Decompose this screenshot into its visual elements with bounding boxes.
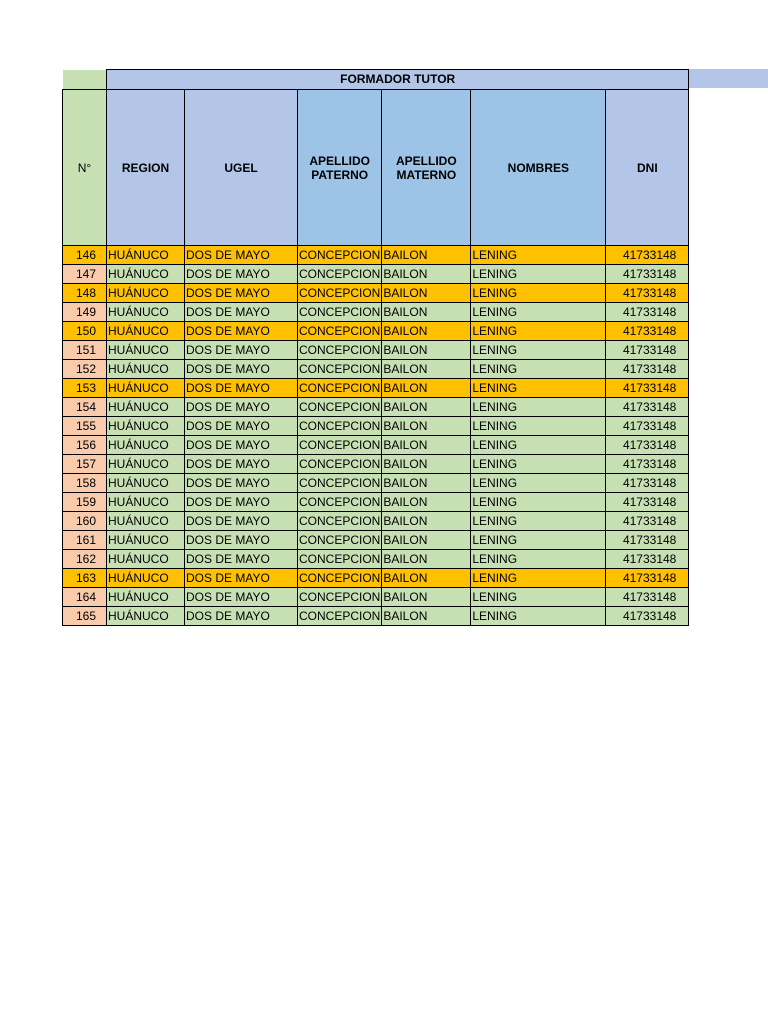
cell-region[interactable]: HUÁNUCO	[107, 455, 185, 474]
cell-dni[interactable]: 41733148	[606, 360, 689, 379]
cell-number[interactable]: 152	[63, 360, 107, 379]
cell-region[interactable]: HUÁNUCO	[107, 493, 185, 512]
cell-nombres[interactable]: LENING	[471, 398, 606, 417]
cell-nombres[interactable]: LENING	[471, 455, 606, 474]
cell-region[interactable]: HUÁNUCO	[107, 474, 185, 493]
cell-number[interactable]: 155	[63, 417, 107, 436]
cell-dni[interactable]: 41733148	[606, 246, 689, 265]
cell-region[interactable]: HUÁNUCO	[107, 265, 185, 284]
cell-apellido-materno[interactable]: BAILON	[382, 455, 471, 474]
cell-apellido-paterno[interactable]: CONCEPCION	[298, 569, 382, 588]
cell-apellido-materno[interactable]: BAILON	[382, 303, 471, 322]
cell-apellido-paterno[interactable]: CONCEPCION	[298, 493, 382, 512]
column-header-apellido-paterno[interactable]: APELLIDO PATERNO	[298, 90, 382, 246]
cell-region[interactable]: HUÁNUCO	[107, 379, 185, 398]
cell-number[interactable]: 165	[63, 607, 107, 626]
cell-number[interactable]: 161	[63, 531, 107, 550]
cell-dni[interactable]: 41733148	[606, 531, 689, 550]
cell-apellido-paterno[interactable]: CONCEPCION	[298, 341, 382, 360]
cell-number[interactable]: 158	[63, 474, 107, 493]
cell-apellido-materno[interactable]: BAILON	[382, 531, 471, 550]
cell-ugel[interactable]: DOS DE MAYO	[185, 360, 298, 379]
table-row	[63, 531, 689, 550]
column-header-nombres[interactable]: NOMBRES	[471, 90, 606, 246]
cell-apellido-paterno[interactable]: CONCEPCION	[298, 398, 382, 417]
cell-dni[interactable]: 41733148	[606, 322, 689, 341]
cell-apellido-materno[interactable]: BAILON	[382, 550, 471, 569]
cell-nombres[interactable]: LENING	[471, 341, 606, 360]
cell-apellido-materno[interactable]: BAILON	[382, 493, 471, 512]
cell-ugel[interactable]: DOS DE MAYO	[185, 607, 298, 626]
cell-dni[interactable]: 41733148	[606, 436, 689, 455]
cell-ugel[interactable]: DOS DE MAYO	[185, 493, 298, 512]
cell-ugel[interactable]: DOS DE MAYO	[185, 417, 298, 436]
cell-ugel[interactable]: DOS DE MAYO	[185, 379, 298, 398]
cell-nombres[interactable]: LENING	[471, 322, 606, 341]
cell-ugel[interactable]: DOS DE MAYO	[185, 303, 298, 322]
cell-apellido-paterno[interactable]: CONCEPCION	[298, 265, 382, 284]
cell-ugel[interactable]: DOS DE MAYO	[185, 398, 298, 417]
cell-number[interactable]: 147	[63, 265, 107, 284]
table-row	[63, 569, 689, 588]
table-row	[63, 379, 689, 398]
cell-number[interactable]: 162	[63, 550, 107, 569]
cell-ugel[interactable]: DOS DE MAYO	[185, 531, 298, 550]
cell-dni[interactable]: 41733148	[606, 417, 689, 436]
cell-apellido-paterno[interactable]: CONCEPCION	[298, 246, 382, 265]
table-row	[63, 303, 689, 322]
cell-number[interactable]: 153	[63, 379, 107, 398]
cell-nombres[interactable]: LENING	[471, 417, 606, 436]
cell-dni[interactable]: 41733148	[606, 379, 689, 398]
cell-nombres[interactable]: LENING	[471, 284, 606, 303]
cell-number[interactable]: 156	[63, 436, 107, 455]
cell-ugel[interactable]: DOS DE MAYO	[185, 569, 298, 588]
cell-apellido-paterno[interactable]: CONCEPCION	[298, 588, 382, 607]
table-row	[63, 360, 689, 379]
spreadsheet	[62, 69, 689, 626]
cell-apellido-paterno[interactable]: CONCEPCION	[298, 550, 382, 569]
cell-nombres[interactable]: LENING	[471, 493, 606, 512]
table-row	[63, 322, 689, 341]
cell-number[interactable]: 146	[63, 246, 107, 265]
table-row	[63, 341, 689, 360]
cell-number[interactable]: 154	[63, 398, 107, 417]
cell-ugel[interactable]: DOS DE MAYO	[185, 246, 298, 265]
table-row	[63, 474, 689, 493]
cell-apellido-paterno[interactable]: CONCEPCION	[298, 303, 382, 322]
column-header-region[interactable]: REGION	[107, 90, 185, 246]
cell-dni[interactable]: 41733148	[606, 265, 689, 284]
table-row	[63, 550, 689, 569]
cell-ugel[interactable]: DOS DE MAYO	[185, 455, 298, 474]
cell-apellido-paterno[interactable]: CONCEPCION	[298, 417, 382, 436]
cell-ugel[interactable]: DOS DE MAYO	[185, 474, 298, 493]
cell-number[interactable]: 159	[63, 493, 107, 512]
cell-dni[interactable]: 41733148	[606, 569, 689, 588]
table-row	[63, 398, 689, 417]
cell-apellido-materno[interactable]: BAILON	[382, 246, 471, 265]
cell-nombres[interactable]: LENING	[471, 379, 606, 398]
cell-dni[interactable]: 41733148	[606, 588, 689, 607]
cell-region[interactable]: HUÁNUCO	[107, 588, 185, 607]
cell-number[interactable]: 164	[63, 588, 107, 607]
cell-apellido-paterno[interactable]: CONCEPCION	[298, 512, 382, 531]
cell-apellido-paterno[interactable]: CONCEPCION	[298, 284, 382, 303]
cell-region[interactable]: HUÁNUCO	[107, 569, 185, 588]
cell-dni[interactable]: 41733148	[606, 398, 689, 417]
cell-region[interactable]: HUÁNUCO	[107, 284, 185, 303]
cell-apellido-paterno[interactable]: CONCEPCION	[298, 436, 382, 455]
cell-region[interactable]: HUÁNUCO	[107, 322, 185, 341]
cell-number[interactable]: 163	[63, 569, 107, 588]
cell-region[interactable]: HUÁNUCO	[107, 607, 185, 626]
cell-region[interactable]: HUÁNUCO	[107, 398, 185, 417]
cell-apellido-paterno[interactable]: CONCEPCION	[298, 379, 382, 398]
cell-apellido-materno[interactable]: BAILON	[382, 512, 471, 531]
cell-apellido-paterno[interactable]: CONCEPCION	[298, 455, 382, 474]
cell-apellido-materno[interactable]: BAILON	[382, 417, 471, 436]
table-row	[63, 455, 689, 474]
group-header-formador-tutor: FORMADOR TUTOR	[107, 70, 689, 90]
cell-nombres[interactable]: LENING	[471, 474, 606, 493]
cell-region[interactable]: HUÁNUCO	[107, 341, 185, 360]
cell-ugel[interactable]: DOS DE MAYO	[185, 265, 298, 284]
group-header-row	[63, 70, 689, 90]
cell-nombres[interactable]: LENING	[471, 436, 606, 455]
table-row	[63, 607, 689, 626]
cell-ugel[interactable]: DOS DE MAYO	[185, 436, 298, 455]
column-header-row	[63, 90, 689, 246]
cell-region[interactable]: HUÁNUCO	[107, 531, 185, 550]
cell-nombres[interactable]: LENING	[471, 588, 606, 607]
cell-nombres[interactable]: LENING	[471, 569, 606, 588]
column-header-number[interactable]: N°	[63, 90, 107, 246]
cell-nombres[interactable]: LENING	[471, 265, 606, 284]
cell-number[interactable]: 148	[63, 284, 107, 303]
cell-apellido-materno[interactable]: BAILON	[382, 436, 471, 455]
cell-ugel[interactable]: DOS DE MAYO	[185, 588, 298, 607]
table-row	[63, 436, 689, 455]
cell-dni[interactable]: 41733148	[606, 303, 689, 322]
cell-apellido-materno[interactable]: BAILON	[382, 569, 471, 588]
table-row	[63, 265, 689, 284]
column-header-ugel[interactable]: UGEL	[185, 90, 298, 246]
cell-ugel[interactable]: DOS DE MAYO	[185, 284, 298, 303]
cell-apellido-materno[interactable]: BAILON	[382, 474, 471, 493]
cell-dni[interactable]: 41733148	[606, 474, 689, 493]
cell-number[interactable]: 149	[63, 303, 107, 322]
cell-nombres[interactable]: LENING	[471, 512, 606, 531]
cell-apellido-materno[interactable]: BAILON	[382, 379, 471, 398]
table-row	[63, 588, 689, 607]
cell-number[interactable]: 151	[63, 341, 107, 360]
cell-region[interactable]: HUÁNUCO	[107, 246, 185, 265]
cell-ugel[interactable]: DOS DE MAYO	[185, 322, 298, 341]
column-header-apellido-materno[interactable]: APELLIDO MATERNO	[382, 90, 471, 246]
cell-nombres[interactable]: LENING	[471, 360, 606, 379]
cell-number[interactable]: 157	[63, 455, 107, 474]
cell-nombres[interactable]: LENING	[471, 550, 606, 569]
cell-nombres[interactable]: LENING	[471, 303, 606, 322]
cell-region[interactable]: HUÁNUCO	[107, 512, 185, 531]
cell-nombres[interactable]: LENING	[471, 531, 606, 550]
cell-apellido-paterno[interactable]: CONCEPCION	[298, 474, 382, 493]
cell-apellido-materno[interactable]: BAILON	[382, 284, 471, 303]
cell-dni[interactable]: 41733148	[606, 284, 689, 303]
cell-apellido-paterno[interactable]: CONCEPCION	[298, 360, 382, 379]
cell-number[interactable]: 160	[63, 512, 107, 531]
corner-cell	[63, 70, 107, 90]
cell-dni[interactable]: 41733148	[606, 607, 689, 626]
cell-nombres[interactable]: LENING	[471, 246, 606, 265]
cell-ugel[interactable]: DOS DE MAYO	[185, 341, 298, 360]
cell-dni[interactable]: 41733148	[606, 455, 689, 474]
cell-region[interactable]: HUÁNUCO	[107, 436, 185, 455]
cell-apellido-materno[interactable]: BAILON	[382, 322, 471, 341]
cell-region[interactable]: HUÁNUCO	[107, 417, 185, 436]
cell-ugel[interactable]: DOS DE MAYO	[185, 550, 298, 569]
table-row	[63, 493, 689, 512]
cell-apellido-materno[interactable]: BAILON	[382, 607, 471, 626]
table-row	[63, 417, 689, 436]
table-row	[63, 284, 689, 303]
column-header-dni[interactable]: DNI	[606, 90, 689, 246]
cell-apellido-materno[interactable]: BAILON	[382, 588, 471, 607]
header-fill-extension	[682, 69, 768, 88]
table-row	[63, 246, 689, 265]
cell-apellido-materno[interactable]: BAILON	[382, 360, 471, 379]
formador-tutor-table	[62, 69, 689, 626]
cell-apellido-paterno[interactable]: CONCEPCION	[298, 607, 382, 626]
cell-apellido-materno[interactable]: BAILON	[382, 341, 471, 360]
cell-nombres[interactable]: LENING	[471, 607, 606, 626]
cell-apellido-paterno[interactable]: CONCEPCION	[298, 531, 382, 550]
cell-dni[interactable]: 41733148	[606, 512, 689, 531]
cell-number[interactable]: 150	[63, 322, 107, 341]
cell-dni[interactable]: 41733148	[606, 550, 689, 569]
cell-apellido-paterno[interactable]: CONCEPCION	[298, 322, 382, 341]
cell-apellido-materno[interactable]: BAILON	[382, 265, 471, 284]
cell-dni[interactable]: 41733148	[606, 341, 689, 360]
cell-ugel[interactable]: DOS DE MAYO	[185, 512, 298, 531]
cell-region[interactable]: HUÁNUCO	[107, 360, 185, 379]
table-body	[63, 246, 689, 626]
cell-apellido-materno[interactable]: BAILON	[382, 398, 471, 417]
table-row	[63, 512, 689, 531]
cell-region[interactable]: HUÁNUCO	[107, 303, 185, 322]
cell-region[interactable]: HUÁNUCO	[107, 550, 185, 569]
cell-dni[interactable]: 41733148	[606, 493, 689, 512]
